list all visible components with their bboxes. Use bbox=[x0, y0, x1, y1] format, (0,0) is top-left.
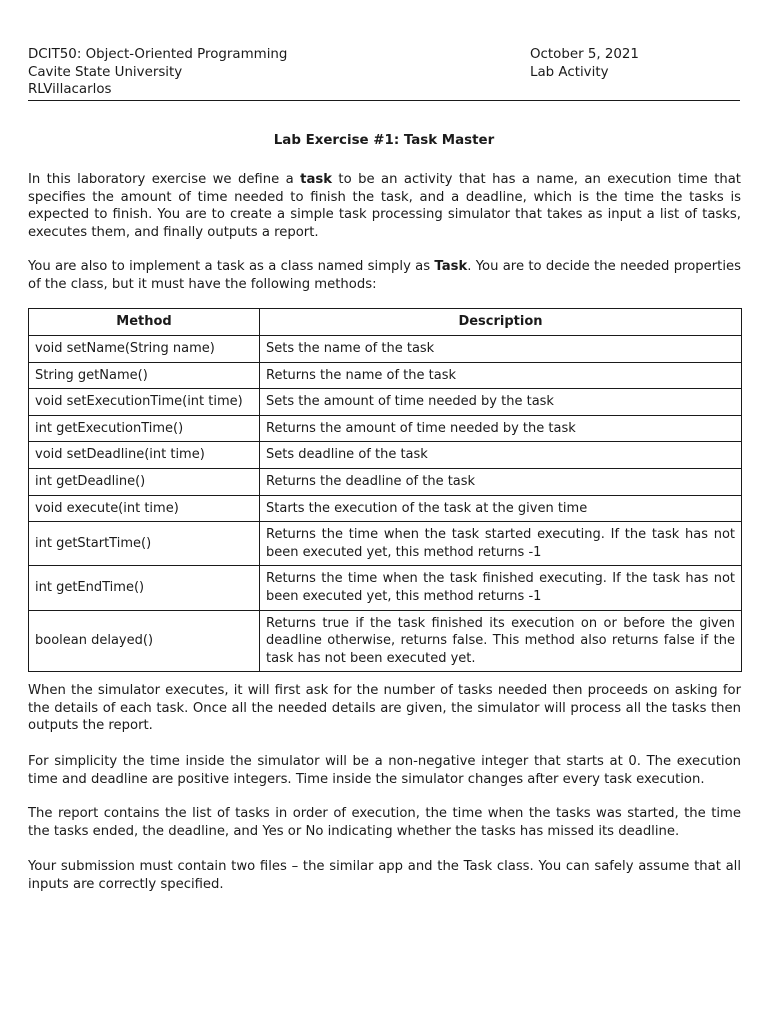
table-row bbox=[29, 442, 742, 469]
document-date: October 5, 2021 bbox=[530, 47, 639, 62]
method-cell: boolean delayed() bbox=[29, 610, 260, 672]
method-cell: int getDeadline() bbox=[29, 468, 260, 495]
intro-text-b: to be an activity that has a name, an execution time that specifies the amount of time needed to finish the task, and a deadline, which is the time the tasks is expected to finish. You are to create a simple task processing simulator that takes as input a list of tasks, executes them, and finally outputs a report. bbox=[28, 172, 741, 240]
table-row bbox=[29, 336, 742, 363]
intro-paragraph-1 bbox=[28, 171, 741, 241]
intro-text-a: In this laboratory exercise we define a bbox=[28, 172, 301, 187]
table-row bbox=[29, 495, 742, 522]
table-row bbox=[29, 522, 742, 566]
intro-paragraph-2 bbox=[28, 258, 741, 293]
method-cell: int getEndTime() bbox=[29, 566, 260, 610]
intro2-bold-task: Task bbox=[434, 259, 468, 274]
description-cell: Returns the time when the task started executing. If the task has not been executed yet, this method returns -1 bbox=[260, 522, 742, 566]
table-row bbox=[29, 566, 742, 610]
author-name: RLVillacarlos bbox=[28, 82, 112, 97]
methods-table bbox=[28, 308, 742, 672]
intro-bold-task: task bbox=[300, 172, 332, 187]
university-name: Cavite State University bbox=[28, 64, 183, 80]
method-cell: void setName(String name) bbox=[29, 336, 260, 363]
header-left bbox=[28, 46, 287, 99]
method-cell: void execute(int time) bbox=[29, 495, 260, 522]
description-cell: Sets the name of the task bbox=[260, 336, 742, 363]
submission-paragraph: Your submission must contain two files – the similar app and the Task class. You can safely assume that all inputs are correctly specified. bbox=[28, 859, 741, 892]
method-cell: String getName() bbox=[29, 362, 260, 389]
intro2-text-b: . You are to decide the needed properties of the class, but it must have the following methods: bbox=[28, 259, 741, 292]
description-cell: Returns the time when the task finished executing. If the task has not been executed yet, this method returns -1 bbox=[260, 566, 742, 610]
description-cell: Sets deadline of the task bbox=[260, 442, 742, 469]
table-row bbox=[29, 389, 742, 416]
method-cell: int getStartTime() bbox=[29, 522, 260, 566]
activity-type: Lab Activity bbox=[530, 64, 609, 80]
description-cell: Returns the deadline of the task bbox=[260, 468, 742, 495]
method-cell: void setDeadline(int time) bbox=[29, 442, 260, 469]
description-cell: Returns true if the task finished its execution on or before the given deadline otherwise, returns false. This method also returns false if the task has not been executed yet. bbox=[260, 610, 742, 672]
course-name: DCIT50: Object-Oriented Programming bbox=[28, 47, 288, 62]
table-row bbox=[29, 610, 742, 672]
description-column-header: Description bbox=[260, 309, 742, 336]
table-row bbox=[29, 468, 742, 495]
description-cell: Sets the amount of time needed by the task bbox=[260, 389, 742, 416]
simulator-paragraph: When the simulator executes, it will first ask for the number of tasks needed then proceeds on asking for the details of each task. Once all the needed details are given, the simulator will process all the tasks then outputs the report. bbox=[28, 683, 741, 734]
method-cell: int getExecutionTime() bbox=[29, 415, 260, 442]
description-cell: Returns the name of the task bbox=[260, 362, 742, 389]
description-cell: Returns the amount of time needed by the task bbox=[260, 415, 742, 442]
time-paragraph: For simplicity the time inside the simulator will be a non-negative integer that starts at 0. The execution time and deadline are positive integers. Time inside the simulator changes after every task execution. bbox=[28, 754, 741, 787]
description-cell: Starts the execution of the task at the given time bbox=[260, 495, 742, 522]
header-right bbox=[530, 46, 639, 81]
document-header bbox=[28, 46, 740, 101]
report-paragraph: The report contains the list of tasks in order of execution, the time when the tasks was started, the time the tasks ended, the deadline, and Yes or No indicating whether the tasks has missed its deadline. bbox=[28, 806, 741, 839]
table-row bbox=[29, 415, 742, 442]
intro2-text-a: You are also to implement a task as a class named simply as bbox=[28, 259, 435, 274]
method-column-header: Method bbox=[29, 309, 260, 336]
method-cell: void setExecutionTime(int time) bbox=[29, 389, 260, 416]
table-row bbox=[29, 362, 742, 389]
table-header-row bbox=[29, 309, 742, 336]
page-title: Lab Exercise #1: Task Master bbox=[273, 133, 495, 148]
